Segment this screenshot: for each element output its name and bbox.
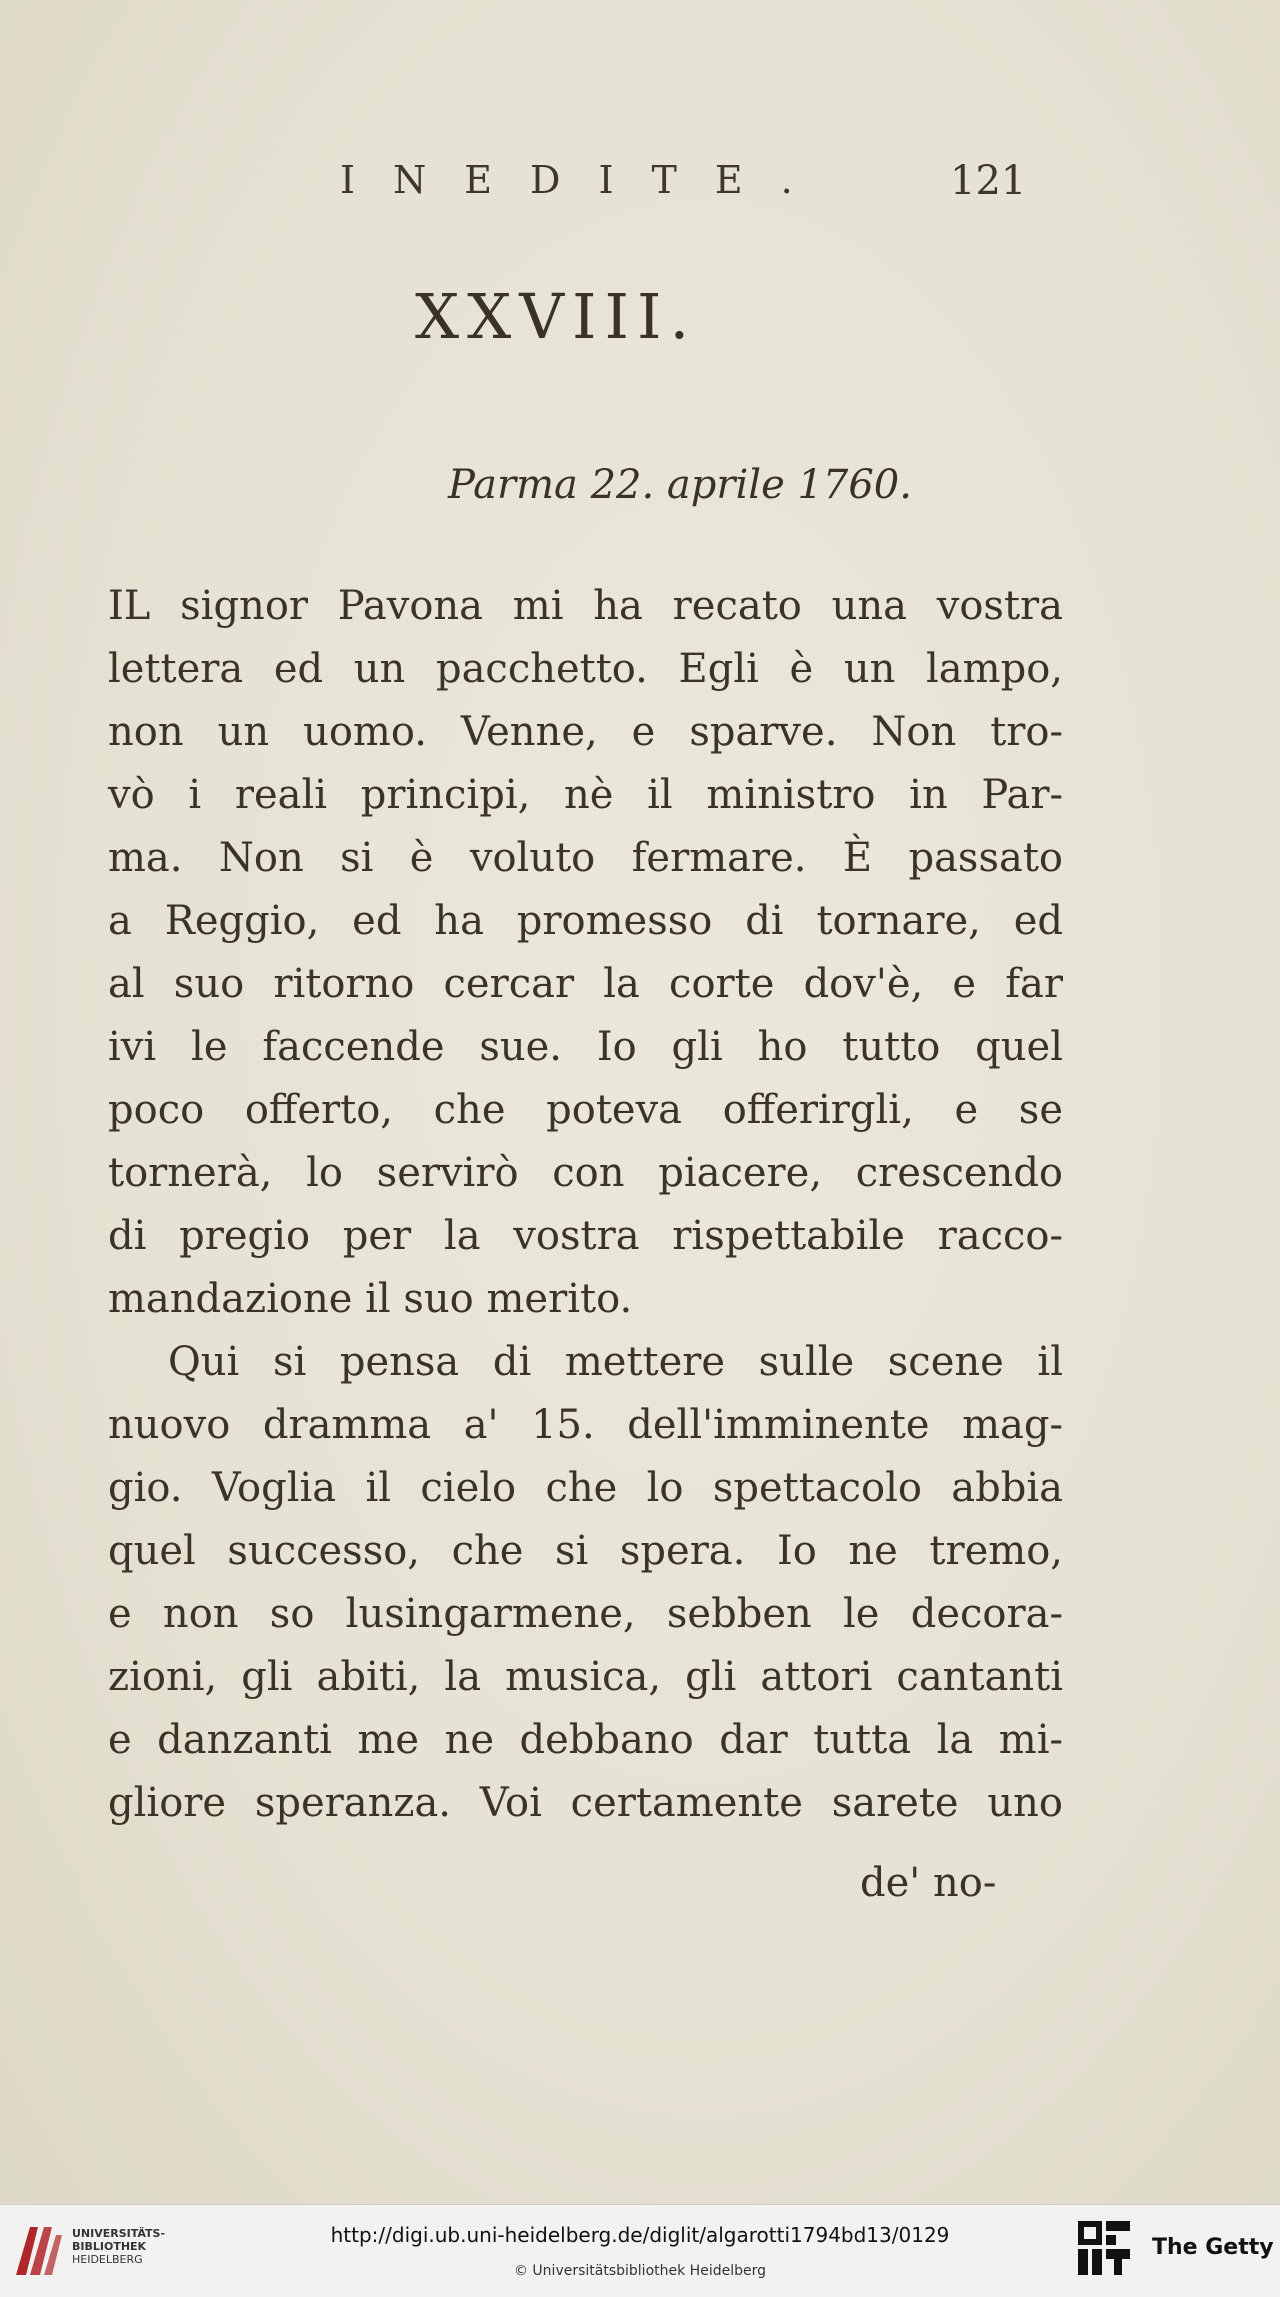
text-line: Qui si pensa di mettere sulle scene il — [168, 1339, 1063, 1385]
text-line: gio. Voglia il cielo che lo spettacolo abbia — [108, 1465, 1063, 1511]
text-line: poco offerto, che poteva offerirgli, e se — [108, 1087, 1063, 1133]
text-line: nuovo dramma a' 15. dell'imminente mag- — [108, 1402, 1063, 1448]
text-line: al suo ritorno cercar la corte dov'è, e far — [108, 961, 1063, 1007]
viewer-footer — [0, 2204, 1280, 2297]
text-line: mandazione il suo merito. — [108, 1276, 633, 1322]
chapter-title: XXVIII. — [415, 280, 698, 353]
getty-logo-icon — [1076, 2219, 1132, 2279]
text-line: di pregio per la vostra rispettabile racco- — [108, 1213, 1063, 1259]
text-line: lettera ed un pacchetto. Egli è un lampo, — [108, 646, 1063, 692]
library-name-line: HEIDELBERG — [72, 2253, 143, 2266]
text-line: e non so lusingarmene, sebben le decora- — [108, 1591, 1063, 1637]
catchword: de' no- — [860, 1860, 997, 1906]
library-name-line: BIBLIOTHEK — [72, 2240, 147, 2253]
text-line: tornerà, lo servirò con piacere, crescendo — [108, 1150, 1063, 1196]
text-line: a Reggio, ed ha promesso di tornare, ed — [108, 898, 1063, 944]
copyright-notice: © Universitätsbibliothek Heidelberg — [513, 2263, 766, 2279]
text-line: gliore speranza. Voi certamente sarete uno — [108, 1780, 1063, 1826]
text-line: IL signor Pavona mi ha recato una vostra — [108, 583, 1063, 629]
text-line: e danzanti me ne debbano dar tutta la mi- — [108, 1717, 1063, 1763]
library-name-line: UNIVERSITÄTS- — [72, 2227, 166, 2240]
letter-body — [108, 575, 1063, 1835]
running-head: INEDITE. — [340, 158, 831, 202]
text-line: zioni, gli abiti, la musica, gli attori cantanti — [108, 1654, 1063, 1700]
text-line: vò i reali principi, nè il ministro in Par- — [108, 772, 1063, 818]
getty-name: The Getty — [1152, 2235, 1274, 2260]
dateline: Parma 22. aprile 1760. — [448, 462, 912, 508]
page-number: 121 — [950, 158, 1027, 204]
text-line: non un uomo. Venne, e sparve. Non tro- — [108, 709, 1063, 755]
text-line: quel successo, che si spera. Io ne tremo, — [108, 1528, 1063, 1574]
text-line: ma. Non si è voluto fermare. È passato — [108, 835, 1063, 881]
permalink-url[interactable]: http://digi.ub.uni-heidelberg.de/diglit/algarotti1794bd13/0129 — [330, 2223, 950, 2247]
text-line: ivi le faccende sue. Io gli ho tutto quel — [108, 1024, 1063, 1070]
